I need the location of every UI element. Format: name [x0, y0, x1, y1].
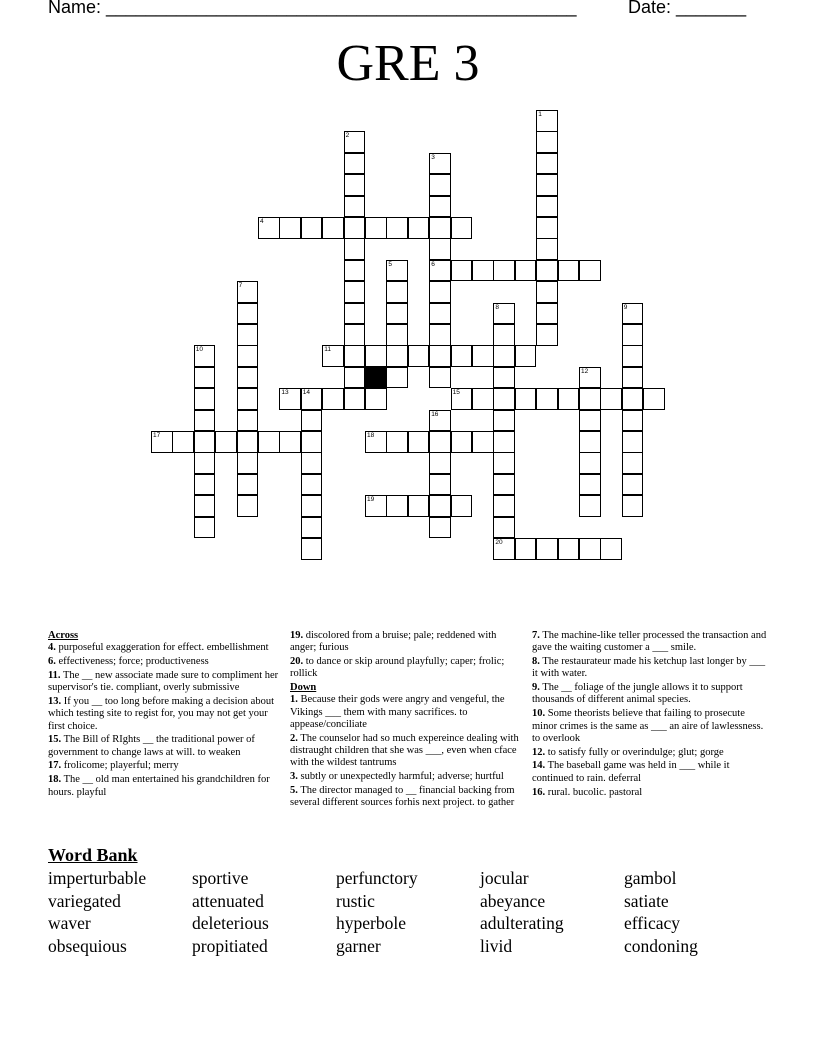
grid-cell-number: 17 [153, 432, 161, 439]
grid-cell[interactable] [365, 345, 387, 367]
grid-cell[interactable] [194, 517, 216, 539]
grid-cell[interactable] [344, 303, 366, 325]
grid-cell[interactable] [558, 538, 580, 560]
clue-text: purposeful exaggeration for effect. embellishment [58, 642, 269, 654]
grid-cell[interactable] [365, 388, 387, 410]
clue-number: 14. [532, 760, 546, 772]
grid-cell[interactable] [344, 238, 366, 260]
grid-cell[interactable] [344, 367, 366, 389]
clues-column-3 [532, 630, 768, 800]
clue-across-17 [48, 760, 280, 772]
clue-number: 1. [290, 694, 298, 706]
grid-cell[interactable] [515, 388, 537, 410]
grid-cell[interactable] [429, 410, 451, 432]
grid-cell-number: 2 [345, 132, 350, 140]
grid-cell[interactable] [429, 281, 451, 303]
clue-text: to satisfy fully or overindulge; glut; gorge [547, 746, 724, 758]
grid-cell[interactable] [344, 153, 366, 175]
grid-cell[interactable] [515, 538, 537, 560]
grid-cell[interactable] [451, 217, 473, 239]
grid-cell[interactable] [536, 324, 558, 346]
grid-cell[interactable] [493, 495, 515, 517]
grid-cell[interactable] [301, 452, 323, 474]
grid-cell[interactable] [344, 217, 366, 239]
grid-cell[interactable] [622, 410, 644, 432]
grid-cell[interactable] [344, 281, 366, 303]
clues-column-1 [48, 630, 280, 800]
word-bank-item: sportive [192, 868, 249, 888]
grid-cell[interactable] [579, 260, 601, 282]
clue-text: to dance or skip around playfully; caper; frolic; rollick [290, 656, 505, 680]
grid-cell[interactable] [536, 281, 558, 303]
word-bank-item: imperturbable [48, 868, 147, 888]
grid-cell[interactable] [237, 410, 259, 432]
grid-cell[interactable] [451, 495, 473, 517]
grid-cell[interactable] [579, 452, 601, 474]
word-bank-title: Word Bank [48, 845, 138, 865]
grid-cell[interactable] [194, 388, 216, 410]
grid-cell[interactable] [493, 452, 515, 474]
grid-cell[interactable] [558, 260, 580, 282]
word-bank-item: obsequious [48, 936, 127, 957]
down-heading: Down [290, 682, 317, 694]
grid-cell[interactable] [301, 217, 323, 239]
grid-cell[interactable] [536, 174, 558, 196]
grid-cell[interactable] [344, 324, 366, 346]
grid-cell[interactable] [429, 324, 451, 346]
grid-cell[interactable] [536, 303, 558, 325]
grid-cell[interactable] [408, 345, 430, 367]
grid-cell[interactable] [194, 345, 216, 367]
grid-cell[interactable] [408, 217, 430, 239]
grid-cell-number: 12 [581, 367, 589, 375]
grid-cell-number: 9 [623, 303, 628, 311]
grid-cell[interactable] [301, 495, 323, 517]
grid-cell[interactable] [194, 431, 216, 453]
grid-cell[interactable] [493, 303, 515, 325]
grid-cell[interactable] [237, 495, 259, 517]
grid-cell[interactable] [279, 431, 301, 453]
clue-text: effectiveness; force; productiveness [58, 656, 209, 668]
clue-text: frolicome; playerful; merry [63, 760, 179, 772]
clue-number: 17. [48, 760, 62, 772]
grid-cell[interactable] [429, 196, 451, 218]
grid-cell[interactable] [579, 495, 601, 517]
grid-cell[interactable] [365, 217, 387, 239]
grid-cell[interactable] [429, 452, 451, 474]
grid-cell[interactable] [237, 345, 259, 367]
grid-cell[interactable] [322, 217, 344, 239]
grid-cell-number: 1 [538, 111, 542, 118]
clue-number: 7. [532, 630, 540, 641]
grid-cell[interactable] [493, 431, 515, 453]
grid-cell-number: 10 [195, 346, 204, 354]
clue-down-14 [532, 760, 768, 785]
grid-cell[interactable] [493, 388, 515, 410]
grid-cell[interactable] [622, 452, 644, 474]
grid-cell[interactable] [579, 431, 601, 453]
grid-cell[interactable] [622, 303, 644, 325]
grid-cell[interactable] [515, 260, 537, 282]
grid-cell[interactable] [408, 495, 430, 517]
grid-cell[interactable] [472, 431, 494, 453]
grid-cell[interactable] [451, 345, 473, 367]
grid-cell-number: 19 [367, 496, 375, 504]
word-bank-item: satiate [624, 890, 669, 911]
name-field-line[interactable]: Name: _______________________________________________ [48, 0, 577, 17]
grid-cell[interactable] [386, 217, 408, 239]
word-bank [48, 867, 768, 958]
grid-cell[interactable] [536, 217, 558, 239]
clue-text: The baseball game was held in ___ while it continued to rain. deferral [532, 760, 730, 784]
grid-cell[interactable] [237, 431, 259, 453]
grid-cell[interactable] [194, 495, 216, 517]
clue-text: The director managed to __ financial backing from several different sources forhis next project. to gather [290, 785, 515, 809]
clue-text: The __ new associate made sure to compliment her supervisor's tie. compliant, overly submissive [48, 669, 279, 694]
clue-number: 9. [532, 682, 540, 694]
grid-cell[interactable] [365, 431, 387, 453]
grid-cell[interactable] [237, 367, 259, 389]
clue-down-3 [290, 771, 524, 783]
grid-cell[interactable] [493, 367, 515, 389]
grid-cell[interactable] [536, 153, 558, 175]
grid-cell[interactable] [622, 388, 644, 410]
clue-text: The __ foliage of the jungle allows it to support thousands of different animal species. [532, 682, 743, 706]
grid-cell[interactable] [194, 367, 216, 389]
grid-cell[interactable] [622, 324, 644, 346]
grid-cell[interactable] [429, 153, 451, 175]
clue-down-9 [532, 682, 768, 707]
clue-text: subtly or unexpectedly harmful; adverse; hurtful [300, 771, 504, 783]
grid-cell[interactable] [622, 474, 644, 496]
puzzle-title: GRE 3 [336, 35, 480, 92]
clue-number: 10. [532, 708, 546, 720]
grid-cell-number: 18 [367, 432, 375, 439]
grid-cell[interactable] [451, 431, 473, 453]
grid-cell[interactable] [237, 452, 259, 474]
grid-cell[interactable] [536, 238, 558, 260]
clue-text: If you __ too long before making a decision about which testing site to regist for, you may not get your first choice. [48, 695, 274, 732]
grid-cell[interactable] [536, 131, 558, 153]
grid-cell[interactable] [429, 345, 451, 367]
grid-cell[interactable] [301, 388, 323, 410]
grid-cell[interactable] [429, 217, 451, 239]
word-bank-item: efficacy [624, 913, 681, 934]
word-bank-item: perfunctory [336, 868, 418, 888]
grid-cell[interactable] [643, 388, 665, 410]
grid-cell[interactable] [536, 538, 558, 560]
clue-down-8 [532, 656, 768, 681]
grid-cell[interactable] [429, 174, 451, 196]
grid-cell-number: 6 [431, 260, 435, 268]
grid-cell[interactable] [301, 474, 323, 496]
grid-cell[interactable] [237, 281, 259, 303]
grid-cell[interactable] [194, 410, 216, 432]
clues-column-2 [290, 630, 524, 811]
clue-across-19 [290, 630, 524, 655]
clue-across-15 [48, 734, 280, 759]
grid-cell[interactable] [279, 388, 301, 410]
grid-cell[interactable] [386, 281, 408, 303]
word-bank-item: waver [48, 913, 91, 934]
clue-number: 15. [48, 734, 62, 746]
grid-cell[interactable] [472, 388, 494, 410]
grid-cell[interactable] [429, 495, 451, 517]
grid-cell[interactable] [237, 388, 259, 410]
word-bank-item: propitiated [192, 936, 268, 957]
word-bank-item: variegated [48, 890, 121, 911]
grid-cell[interactable] [472, 260, 494, 282]
grid-cell[interactable] [279, 217, 301, 239]
grid-cell[interactable] [386, 303, 408, 325]
grid-cell[interactable] [386, 495, 408, 517]
grid-cell[interactable] [493, 260, 515, 282]
grid-cell[interactable] [493, 324, 515, 346]
grid-cell[interactable] [536, 110, 558, 132]
clue-number: 20. [290, 656, 304, 668]
grid-cell[interactable] [558, 388, 580, 410]
clue-text: The counselor had so much expereince dealing with distraught children that she was ___, even when cface with the wildest tantrums [290, 732, 519, 769]
clue-across-13 [48, 696, 280, 733]
grid-cell[interactable] [386, 367, 408, 389]
grid-cell[interactable] [579, 474, 601, 496]
grid-cell[interactable] [151, 431, 173, 453]
grid-cell[interactable] [301, 517, 323, 539]
clue-number: 6. [48, 656, 56, 668]
clue-number: 3. [290, 771, 298, 783]
grid-cell[interactable] [301, 431, 323, 453]
grid-cell[interactable] [472, 345, 494, 367]
grid-cell[interactable] [344, 196, 366, 218]
clue-number: 8. [532, 656, 540, 668]
word-bank-item: gambol [624, 868, 677, 888]
grid-cell[interactable] [386, 431, 408, 453]
clue-down-7 [532, 630, 768, 655]
grid-cell[interactable] [301, 410, 323, 432]
grid-cell[interactable] [408, 431, 430, 453]
clue-text: Because their gods were angry and vengeful, the Vikings ___ them with many sacrifices. to appease/conciliate [290, 694, 505, 731]
clue-number: 5. [290, 785, 298, 797]
grid-cell[interactable] [579, 367, 601, 389]
clue-down-5 [290, 785, 524, 810]
clue-text: The __ old man entertained his grandchildren for hours. playful [48, 774, 270, 798]
grid-cell[interactable] [429, 238, 451, 260]
grid-cell[interactable] [429, 431, 451, 453]
across-heading: Across [48, 630, 79, 641]
word-bank-item: attenuated [192, 890, 264, 911]
word-bank-item: garner [336, 936, 381, 957]
grid-cell-number: 20 [495, 539, 503, 546]
clue-down-16 [532, 787, 768, 799]
clue-number: 16. [532, 786, 546, 798]
grid-cell[interactable] [515, 345, 537, 367]
grid-cell[interactable] [344, 388, 366, 410]
word-bank-item: jocular [480, 868, 529, 888]
clue-down-1 [290, 694, 524, 731]
clue-number: 18. [48, 774, 62, 786]
word-bank-item: rustic [336, 890, 375, 911]
grid-cell[interactable] [451, 260, 473, 282]
grid-cell[interactable] [344, 174, 366, 196]
grid-cell[interactable] [194, 452, 216, 474]
date-field-line[interactable]: Date: _______ [628, 0, 747, 17]
grid-cell-number: 11 [324, 346, 331, 354]
grid-cell[interactable] [622, 431, 644, 453]
grid-cell-number: 15 [452, 389, 460, 397]
clue-across-4 [48, 642, 280, 654]
grid-cell[interactable] [536, 388, 558, 410]
grid-cell[interactable] [493, 517, 515, 539]
grid-cell[interactable] [493, 410, 515, 432]
clue-text: rural. bucolic. pastoral [547, 786, 643, 798]
grid-cell[interactable] [536, 196, 558, 218]
word-bank-item: condoning [624, 936, 698, 957]
grid-cell[interactable] [579, 538, 601, 560]
clue-number: 2. [290, 732, 298, 744]
grid-cell[interactable] [493, 474, 515, 496]
clue-down-2 [290, 733, 524, 770]
grid-cell[interactable] [386, 345, 408, 367]
clue-across-20 [290, 656, 524, 681]
grid-cell[interactable] [429, 260, 451, 282]
grid-cell[interactable] [622, 345, 644, 367]
grid-cell[interactable] [365, 495, 387, 517]
clue-down-10 [532, 708, 768, 745]
grid-cell-number: 13 [281, 389, 289, 397]
grid-cell-number: 14 [302, 389, 311, 397]
grid-cell[interactable] [386, 260, 408, 282]
grid-cell[interactable] [386, 324, 408, 346]
clue-text: The restaurateur made his ketchup last longer by ___ it with water. [532, 656, 766, 680]
grid-cell[interactable] [194, 474, 216, 496]
grid-cell[interactable] [237, 474, 259, 496]
grid-cell-number: 5 [388, 260, 393, 268]
grid-cell[interactable] [258, 217, 280, 239]
grid-cell[interactable] [579, 388, 601, 410]
grid-cell[interactable] [344, 131, 366, 153]
clue-text: Some theorists believe that failing to prosecute minor crimes is the same as ___ an aire of lawlessness. to overlook [532, 708, 764, 744]
word-bank-item: abeyance [480, 890, 546, 911]
word-bank-item: adulterating [480, 913, 564, 934]
grid-cell[interactable] [622, 495, 644, 517]
clue-text: discolored from a bruise; pale; reddened with anger; furious [290, 630, 497, 654]
grid-cell-number: 3 [431, 153, 435, 161]
clue-text: The machine-like teller processed the transaction and gave the waiting customer a ___ smile. [532, 630, 767, 654]
grid-cell[interactable] [579, 410, 601, 432]
grid-cell[interactable] [536, 260, 558, 282]
grid-cell[interactable] [429, 517, 451, 539]
grid-cell-number: 7 [238, 282, 243, 290]
word-bank-item: deleterious [192, 913, 269, 934]
grid-cell[interactable] [429, 303, 451, 325]
grid-cell-number: 16 [431, 410, 439, 418]
clue-number: 13. [48, 695, 62, 707]
grid-cell[interactable] [600, 538, 622, 560]
grid-cell[interactable] [258, 431, 280, 453]
grid-cell[interactable] [429, 367, 451, 389]
grid-cell-number: 8 [495, 303, 500, 311]
clue-number: 11. [48, 669, 61, 681]
grid-cell[interactable] [344, 260, 366, 282]
clue-across-11 [48, 670, 280, 695]
clue-across-18 [48, 774, 280, 799]
grid-cell[interactable] [451, 388, 473, 410]
grid-cell[interactable] [493, 538, 515, 560]
grid-cell-number: 4 [260, 218, 264, 225]
word-bank-item: hyperbole [336, 913, 406, 934]
grid-cell[interactable] [622, 367, 644, 389]
clue-across-6 [48, 656, 280, 668]
grid-block-cell [365, 367, 387, 389]
grid-cell[interactable] [429, 474, 451, 496]
grid-cell[interactable] [301, 538, 323, 560]
grid-cell[interactable] [322, 345, 344, 367]
grid-cell[interactable] [322, 388, 344, 410]
clue-number: 19. [290, 630, 304, 641]
clue-text: The Bill of RIghts __ the traditional power of government to change laws at will. to weaken [48, 734, 255, 758]
word-bank-item: livid [480, 936, 513, 957]
grid-cell[interactable] [493, 345, 515, 367]
grid-cell[interactable] [237, 324, 259, 346]
grid-cell[interactable] [344, 345, 366, 367]
grid-cell[interactable] [600, 388, 622, 410]
clue-number: 12. [532, 746, 546, 758]
grid-cell[interactable] [237, 303, 259, 325]
grid-cell[interactable] [215, 431, 237, 453]
grid-cell[interactable] [172, 431, 194, 453]
clue-down-12 [532, 747, 768, 759]
clue-number: 4. [48, 642, 56, 654]
